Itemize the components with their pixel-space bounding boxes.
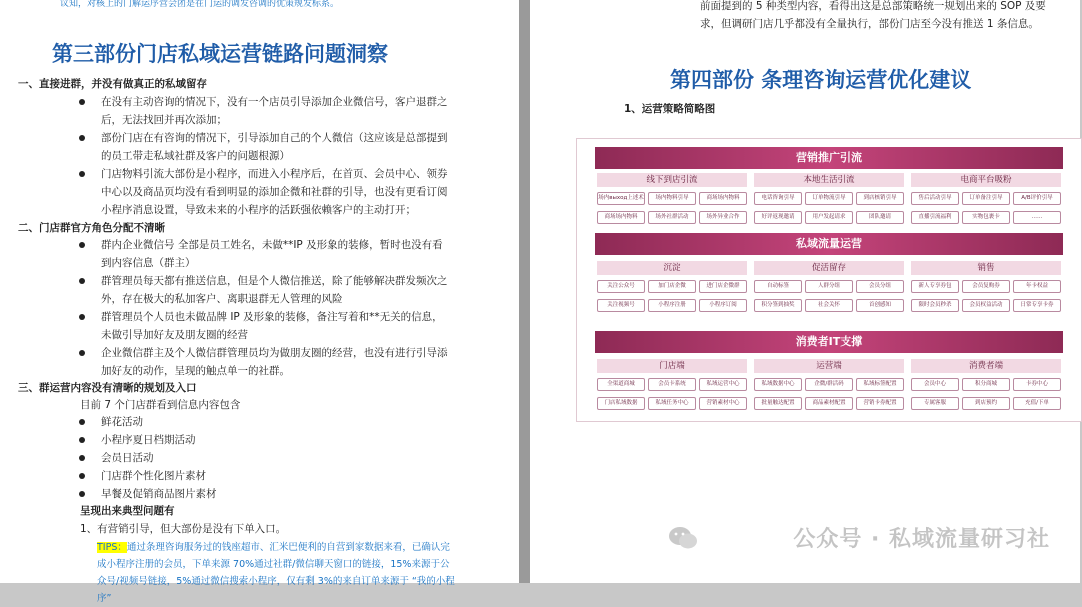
band2-cell: 会员分组 (856, 280, 904, 293)
bullet-dot (79, 278, 85, 284)
band3-cell: 商品素材配置 (805, 397, 853, 410)
bullet-2-1: 群内企业微信号 全部是员工姓名，未做**IP 及形象的装修，暂时也没有看到内容信息（群主） (101, 236, 451, 272)
band2-cell: 首创感知 (856, 299, 904, 312)
band1-cell: 用户发起请求 (805, 211, 853, 224)
band2-cell: 关注公众号 (597, 280, 645, 293)
band3-cell: 积分商城 (962, 378, 1010, 391)
bullet-dot (79, 437, 85, 443)
band1-cell: 售后活动引导 (911, 192, 959, 205)
bullet-dot (79, 419, 85, 425)
bullet-dot (79, 99, 85, 105)
band2-cell: 关注视频号 (597, 299, 645, 312)
band3-sub-1: 门店端 (597, 359, 747, 373)
band3-cell: 充值/下单 (1013, 397, 1061, 410)
band3-cell: 批量触达配置 (754, 397, 802, 410)
band1-cell: 商场场内物料 (699, 192, 747, 205)
band2-cell: 会员权益活动 (962, 299, 1010, 312)
band2-sub-3: 销售 (911, 261, 1061, 275)
band3-cell: 私域运营中心 (699, 378, 747, 391)
band3-cell: 全渠道商城 (597, 378, 645, 391)
section-title-part3: 第三部份门店私域运营链路问题洞察 (52, 42, 388, 66)
band1-cell: 场外异业合作 (699, 211, 747, 224)
band2-cell: 限时会员秒杀 (911, 299, 959, 312)
band1-sub-3: 电商平台吸粉 (911, 173, 1061, 187)
heading-3: 三、群运营内容没有清晰的规划及入口 (18, 382, 197, 394)
band1-cell: 到店核销引导 (856, 192, 904, 205)
bullet-3-3: 会员日活动 (101, 449, 401, 467)
band3-cell: 私域任务中心 (648, 397, 696, 410)
band1-cell: A/B评价引导 (1013, 192, 1061, 205)
band2-cell: 会员复购券 (962, 280, 1010, 293)
bullet-1-3: 门店物料引流大部份是小程序，而进入小程序后，在首页、会员中心、领券中心以及商品页均没有看到明显的添加企微和社群的引导，也没有更看订阅小程序消息设置，导致未来的小程序的活跃强依赖客户的主动打开； (101, 165, 451, 219)
band1-sub-2: 本地生活引流 (754, 173, 904, 187)
band1-cell: 电话咨询引导 (754, 192, 802, 205)
heading-2: 二、门店群官方角色分配不清晰 (18, 222, 165, 234)
operation-strategy-diagram (576, 138, 1082, 422)
band1-cell: 订单物流引导 (805, 192, 853, 205)
band3-cell: 到店预约 (962, 397, 1010, 410)
bullet-1-2: 部份门店在有咨询的情况下，引导添加自己的个人微信（这应该是总部提到的员工带走私域社群及客户的问题根源） (101, 129, 451, 165)
bullet-dot (79, 455, 85, 461)
band1-cell: 商场场内物料 (597, 211, 645, 224)
band3-cell: 营销卡券配置 (856, 397, 904, 410)
bullet-dot (79, 314, 85, 320)
band3-cell: 营销素材中心 (699, 397, 747, 410)
band3-sub-3: 消费者端 (911, 359, 1061, 373)
band2-sub-1: 沉淀 (597, 261, 747, 275)
bullet-dot (79, 350, 85, 356)
heading-1: 一、直接进群，并没有做真正的私域留存 (18, 78, 207, 90)
bullet-3-2: 小程序夏日档期活动 (101, 431, 401, 449)
band3-sub-2: 运营端 (754, 359, 904, 373)
intro-text: 目前 7 个门店群看到信息内容包含 (80, 399, 241, 411)
band3-cell: 私域标签配置 (856, 378, 904, 391)
band1-cell: 团队邀请 (856, 211, 904, 224)
bullet-dot (79, 135, 85, 141)
bullet-3-5: 早餐及促销商品图片素材 (101, 485, 401, 503)
tips-paragraph: TIPS：通过条理咨询服务过的钱座超市、汇米巴便利的自营到家数据来看，已确认完成小程序注册的会员，下单来源 70%通过社群/微信聊天窗口的链接，15%来源于公众号/视频号链接，5%通过微信搜索小程序，仅有剩 3%的来自订单来源于 “我的小程序” (97, 542, 455, 604)
bullet-dot (79, 491, 85, 497)
page-gap (519, 0, 530, 583)
bullet-dot (79, 242, 85, 248)
band1-cell: 场内物料引导 (648, 192, 696, 205)
band3-cell: 卡券中心 (1013, 378, 1061, 391)
section-heading-strategy: 1、运营策略简略图 (624, 103, 716, 115)
band2-cell: 小程序注册 (648, 299, 696, 312)
right-document-page (530, 0, 1080, 583)
left-document-page (0, 0, 519, 604)
band1-cell: 场外社群活动 (648, 211, 696, 224)
band3-cell: 会员卡系统 (648, 378, 696, 391)
band2-sub-2: 促活留存 (754, 261, 904, 275)
band-marketing: 营销推广引流 (595, 147, 1063, 169)
wechat-icon (668, 526, 698, 550)
top-line-1: 前面提到的 5 种类型内容，看得出这是总部策略统一规划出来的 SOP 及要 (700, 0, 1046, 12)
tips-label: TIPS： (97, 542, 127, 553)
band2-cell: 加门店企微 (648, 280, 696, 293)
band2-cell: 积分签到抽奖 (754, 299, 802, 312)
band3-cell: 会员中心 (911, 378, 959, 391)
band1-cell: 直播引流福利 (911, 211, 959, 224)
band1-cell: 实物包裹卡 (962, 211, 1010, 224)
top-cut-line: 议知，对核上的门解运序营会团是在门运的调发咨调的优策规发标系。 (60, 0, 340, 9)
band2-cell: 小程序订阅 (699, 299, 747, 312)
subheading-problems: 呈现出来典型问题有 (80, 505, 175, 517)
bullet-3-4: 门店群个性化图片素材 (101, 467, 401, 485)
band-it-support: 消费者IT支撑 (595, 331, 1063, 353)
band2-cell: 年卡权益 (1013, 280, 1061, 293)
bullet-dot (79, 473, 85, 479)
band2-cell: 新人专享券包 (911, 280, 959, 293)
band2-cell: 日常专享卡券 (1013, 299, 1061, 312)
bullet-1-1: 在没有主动咨询的情况下，没有一个店员引导添加企业微信号，客户退群之后，无法找回并再次添加； (101, 93, 451, 129)
band1-cell: 好评返现邀请 (754, 211, 802, 224)
band1-sub-1: 线下到店引流 (597, 173, 747, 187)
band-private-traffic: 私域流量运营 (595, 233, 1063, 255)
band3-cell: 专属客服 (911, 397, 959, 410)
band3-cell: 门店私域数据 (597, 397, 645, 410)
band1-cell: …… (1013, 211, 1061, 224)
bullet-3-1: 鲜花活动 (101, 413, 401, 431)
band3-cell: 私域数据中心 (754, 378, 802, 391)
bullet-2-4: 企业微信群主及个人微信群管理员均为做朋友圈的经营，也没有进行引导添加好友的动作，呈现的触点单一的社群。 (101, 344, 451, 380)
bullet-2-3: 群管理员个人员也未做品牌 IP 及形象的装修，备注写着和**无关的信息，未做引导加好友及朋友圈的经营 (101, 308, 451, 344)
band2-cell: 进门店企微群 (699, 280, 747, 293)
bullet-2-2: 群管理员每天都有推送信息，但是个人微信推送，除了能够解决群发频次之外，存在极大的私加客户、离职退群无人管理的风险 (101, 272, 451, 308)
section-title-part4: 第四部份 条理咨询运营优化建议 (670, 68, 972, 92)
watermark: 公众号 · 私域流量研习社 (793, 527, 1050, 552)
band2-cell: 自动标签 (754, 280, 802, 293)
point-1: 1、有营销引导，但大部份是没有下单入口。 (80, 523, 287, 535)
band2-cell: 人群分组 (805, 280, 853, 293)
bullet-dot (79, 171, 85, 177)
top-line-2: 求，但调研门店几乎都没有全量执行，部份门店至今没有推送 1 条信息。 (700, 18, 1039, 30)
band1-cell: 订单备注引导 (962, 192, 1010, 205)
band2-cell: 社会关怀 (805, 299, 853, 312)
band3-cell: 企微/群活码 (805, 378, 853, 391)
band1-cell: 场内выход上述术 (597, 192, 645, 205)
